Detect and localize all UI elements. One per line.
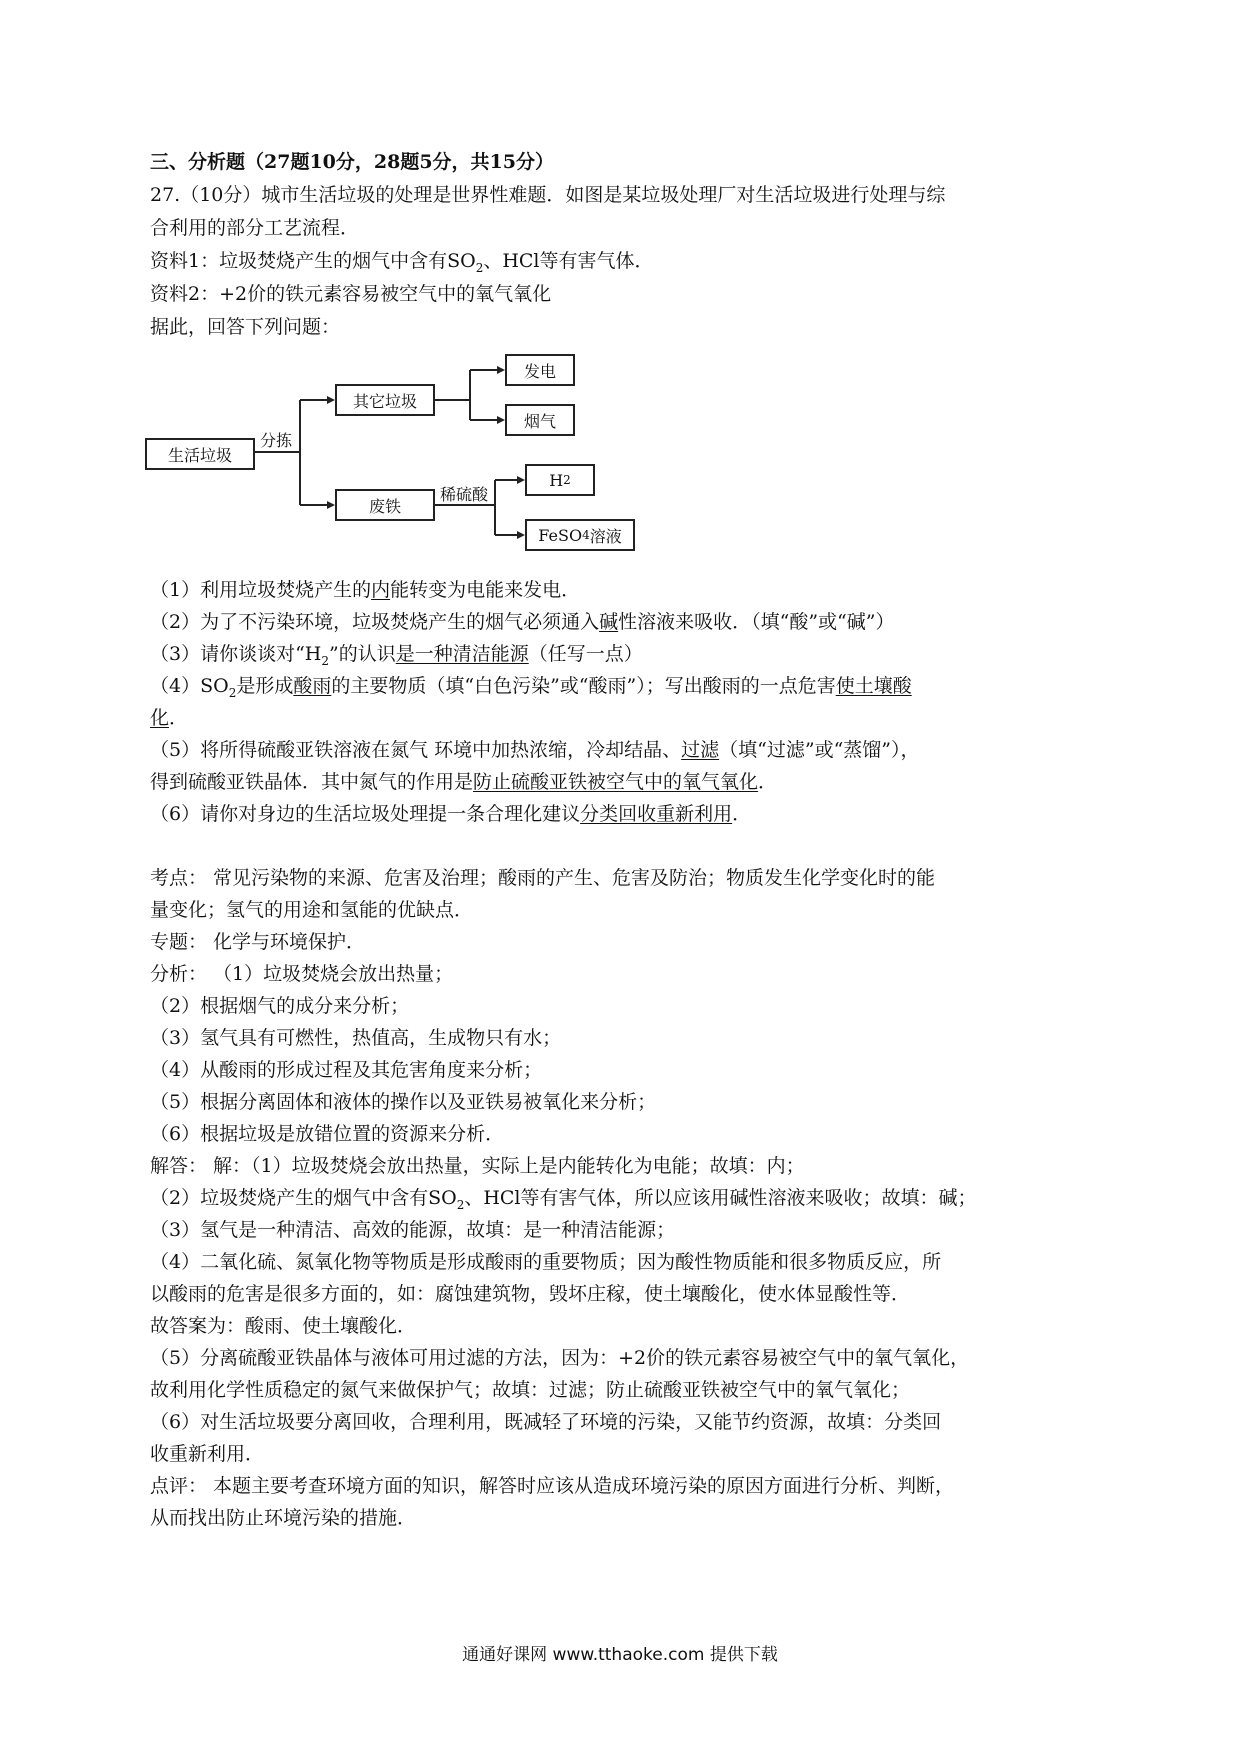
answer-5-cont: 得到硫酸亚铁晶体．其中氮气的作用是防止硫酸亚铁被空气中的氧气氧化． (150, 771, 778, 793)
fenxi-line5: （5）根据分离固体和液体的操作以及亚铁易被氧化来分析； (150, 1091, 657, 1113)
box-flue-gas: 烟气 (505, 404, 575, 436)
answer-2: （2）为了不污染环境，垃圾焚烧产生的烟气必须通入碱性溶液来吸收．（填“酸”或“碱”） (150, 611, 895, 633)
process-flow-diagram (145, 360, 645, 570)
jieda-line6b: 收重新利用． (150, 1443, 265, 1465)
reference-2: 资料2：+2价的铁元素容易被空气中的氧气氧化 (150, 283, 552, 305)
box-power-generation: 发电 (505, 354, 575, 386)
label-dilute-sulfuric-acid: 稀硫酸 (440, 485, 489, 504)
fenxi-line1: 分析： （1）垃圾焚烧会放出热量； (150, 963, 454, 985)
fenxi-line6: （6）根据垃圾是放错位置的资源来分析． (150, 1123, 505, 1145)
jieda-line5a: （5）分离硫酸亚铁晶体与液体可用过滤的方法，因为：+2价的铁元素容易被空气中的氧气氧化， (150, 1347, 970, 1369)
answer-4: $(4)SO_2$是形成酸雨的主要物质（填“白色污染”或“酸雨”）；写出酸雨的一点危害使土壤酸 (150, 675, 912, 700)
answer-3: （3）请你谈谈对“$H_2$”的认识是一种清洁能源（任写一点） (150, 643, 643, 668)
answer-6: （6）请你对身边的生活垃圾处理提一条合理化建议分类回收重新利用． (150, 803, 752, 825)
box-feso4-solution: FeSO 4 溶液 (525, 519, 635, 551)
reference-1: 资料1：垃圾焚烧产生的烟气中含有$SO_2$、HCl等有害气体． (150, 250, 654, 275)
jieda-line4c: 故答案为：酸雨、使土壤酸化． (150, 1315, 417, 1337)
question-prompt: 据此，回答下列问题： (150, 316, 341, 338)
fenxi-line3: （3）氢气具有可燃性，热值高，生成物只有水； (150, 1027, 562, 1049)
kaodian-line2: 量变化；氢气的用途和氢能的优缺点． (150, 899, 474, 921)
jieda-line6a: （6）对生活垃圾要分离回收，合理利用，既减轻了环境的污染，又能节约资源，故填：分类回 (150, 1411, 942, 1433)
jieda-line3: （3）氢气是一种清洁、高效的能源，故填：是一种清洁能源； (150, 1219, 676, 1241)
box-hydrogen: H 2 (525, 464, 595, 496)
q27-intro-line2: 合利用的部分工艺流程． (150, 217, 360, 239)
jieda-line4b: 以酸雨的危害是很多方面的，如：腐蚀建筑物，毁坏庄稼，使土壤酸化，使水体显酸性等． (150, 1283, 911, 1305)
answer-4-cont: 化． (150, 707, 189, 729)
dianping-line2: 从而找出防止环境污染的措施． (150, 1507, 417, 1529)
jieda-line1: 解答： 解：（1）垃圾焚烧会放出热量，实际上是内能转化为电能；故填：内； (150, 1155, 805, 1177)
box-scrap-iron: 废铁 (335, 489, 435, 521)
fenxi-line2: （2）根据烟气的成分来分析； (150, 995, 410, 1017)
jieda-line4a: （4）二氧化硫、氮氧化物等物质是形成酸雨的重要物质；因为酸性物质能和很多物质反应，所 (150, 1251, 942, 1273)
q27-intro-line1: 27.（10分）城市生活垃圾的处理是世界性难题．如图是某垃圾处理厂对生活垃圾进行处理与综 (150, 184, 946, 206)
dianping-line1: 点评： 本题主要考查环境方面的知识，解答时应该从造成环境污染的原因方面进行分析、判断， (150, 1475, 955, 1497)
jieda-line5b: 故利用化学性质稳定的氮气来做保护气；故填：过滤；防止硫酸亚铁被空气中的氧气氧化； (150, 1379, 911, 1401)
kaodian-line1: 考点： 常见污染物的来源、危害及治理；酸雨的产生、危害及防治；物质发生化学变化时的能 (150, 867, 936, 889)
section-title: 三、分析题（27题10分，28题5分，共15分） (150, 151, 554, 173)
page-footer: 通通好课网 www.tthaoke.com 提供下载 (462, 1645, 778, 1665)
fenxi-line4: （4）从酸雨的形成过程及其危害角度来分析； (150, 1059, 543, 1081)
zhuanti-line: 专题： 化学与环境保护． (150, 931, 366, 953)
answer-5: （5）将所得硫酸亚铁溶液在氮气 环境中加热浓缩，冷却结晶、过滤（填“过滤”或“蒸馏”）， (150, 739, 920, 761)
jieda-line2: （2）垃圾焚烧产生的烟气中含有$SO_2$、HCl等有害气体，所以应该用碱性溶液来吸收；故填：碱； (150, 1187, 977, 1212)
answer-1: （1）利用垃圾焚烧产生的内能转变为电能来发电． (150, 579, 581, 601)
label-sorting: 分拣 (260, 431, 293, 450)
box-other-waste: 其它垃圾 (335, 384, 435, 416)
box-household-waste: 生活垃圾 (145, 438, 255, 470)
